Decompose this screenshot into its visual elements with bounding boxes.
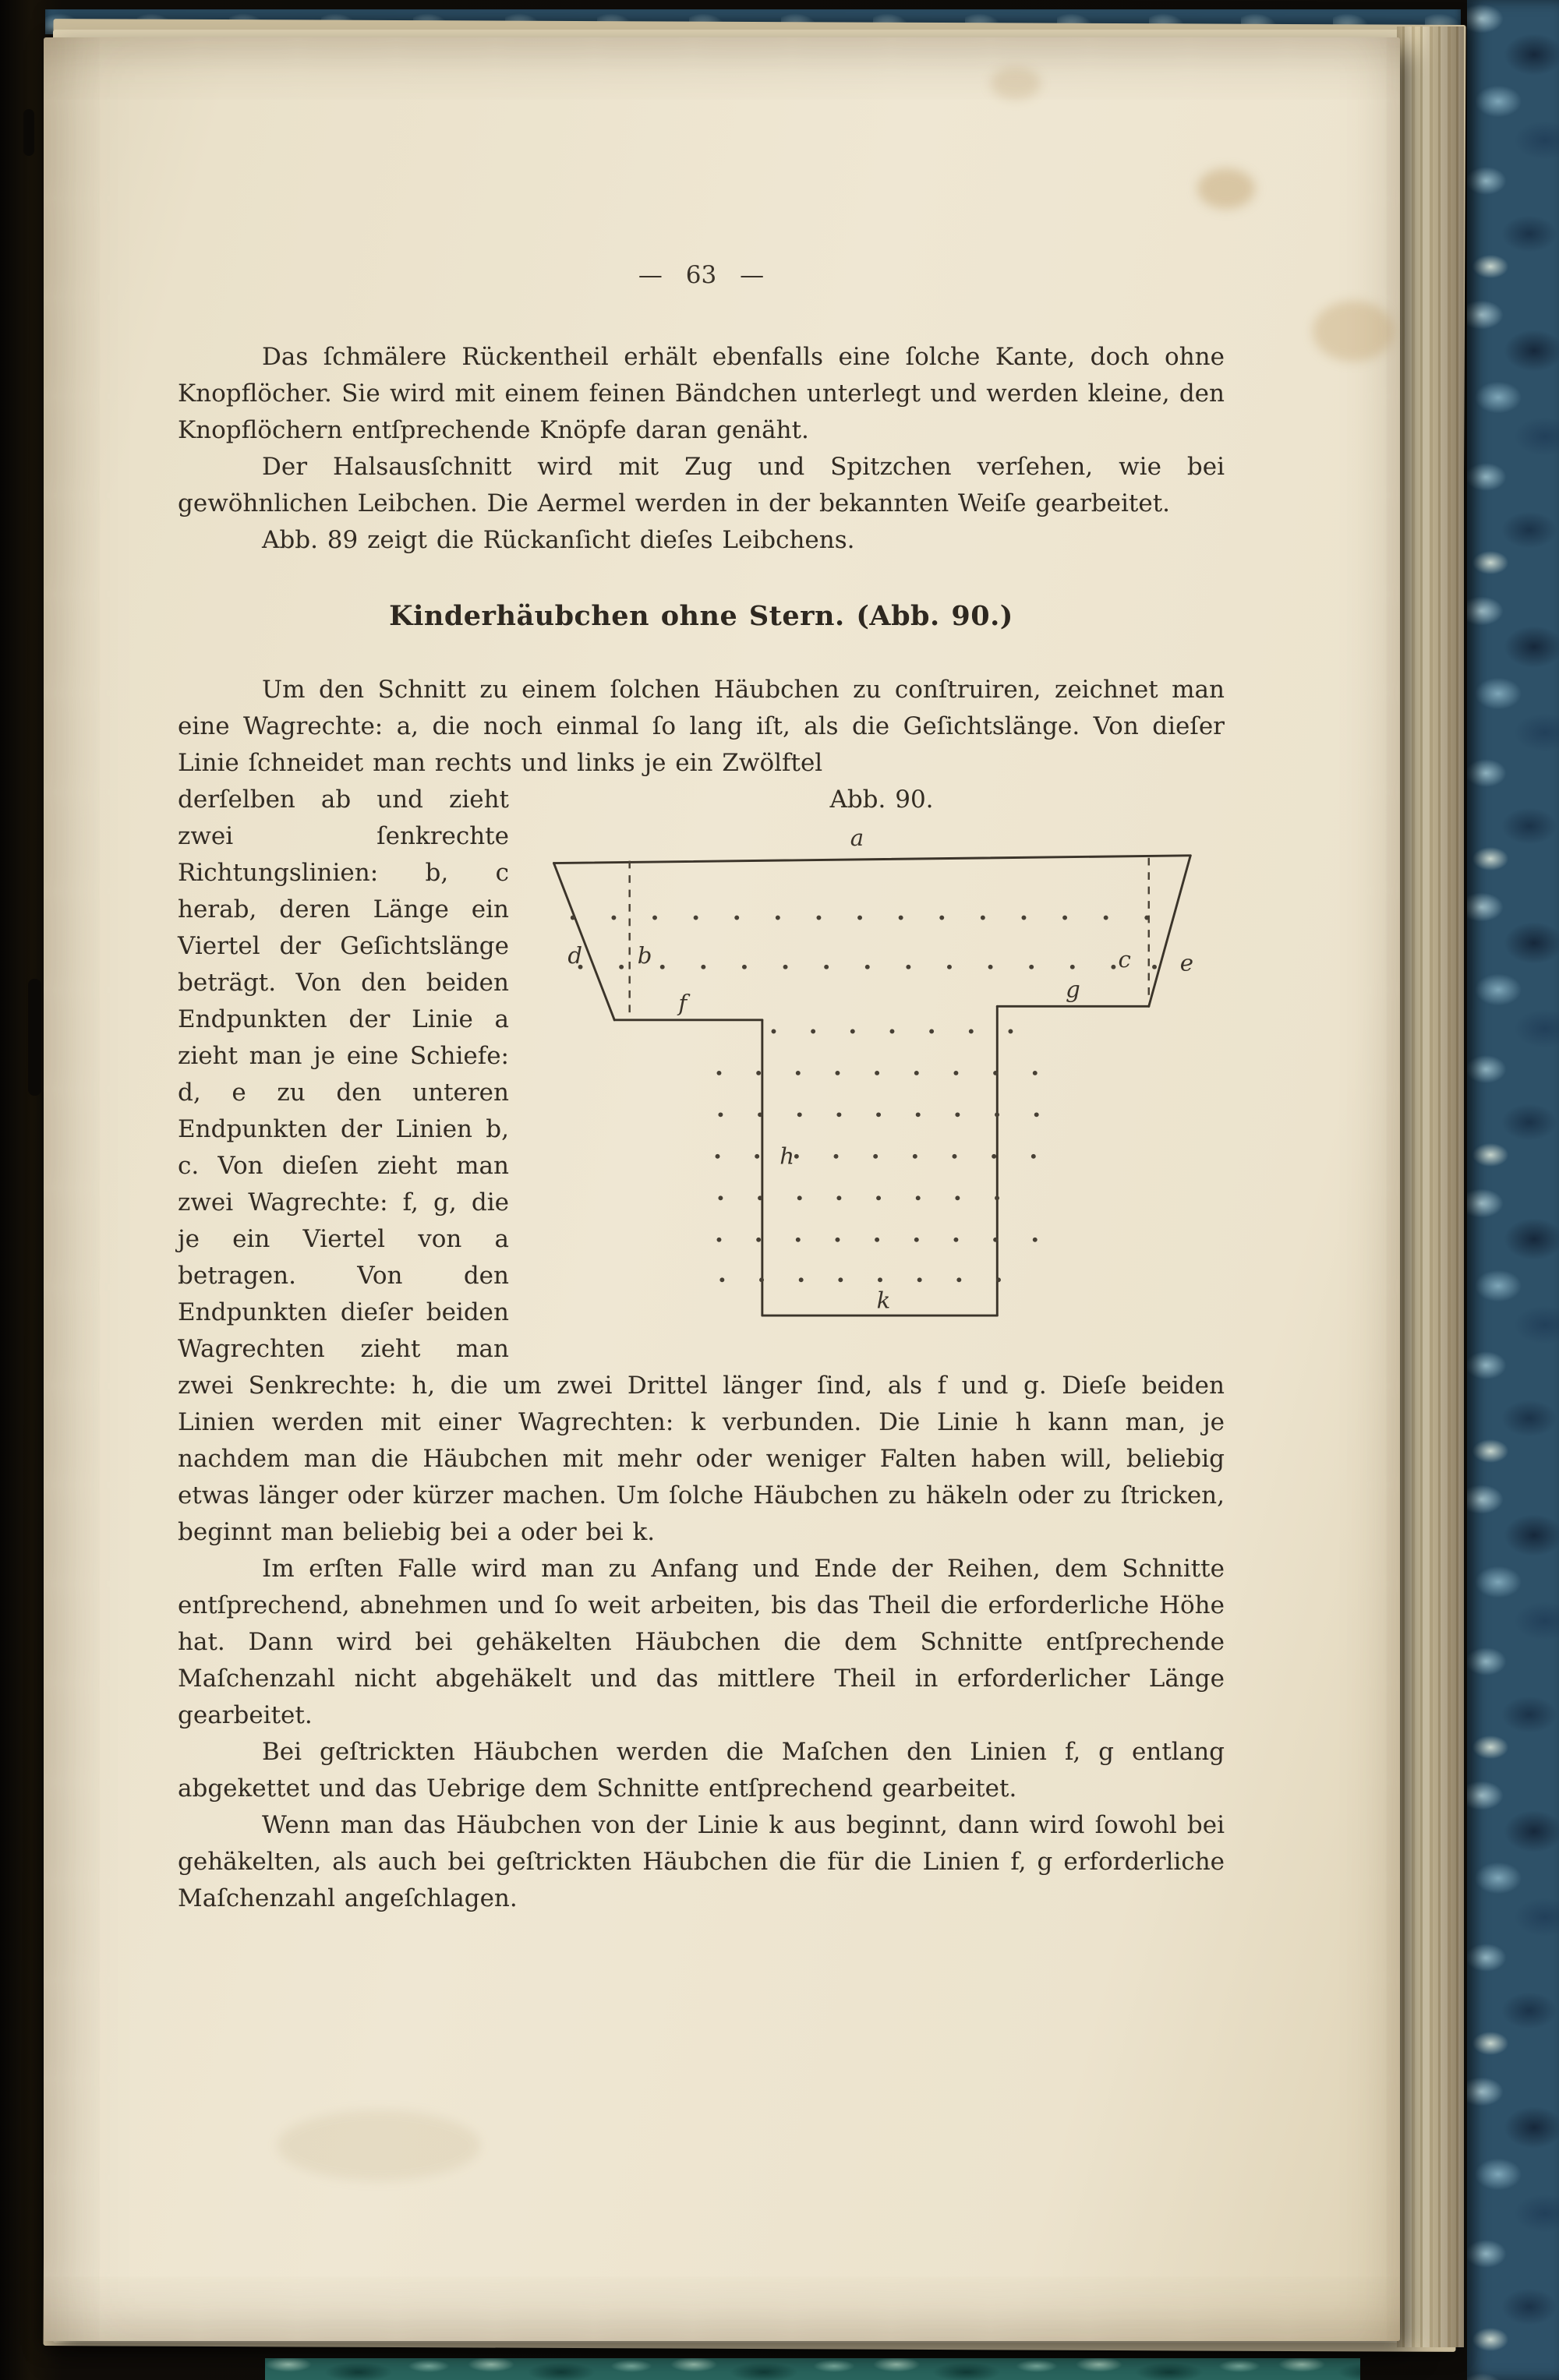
pattern-labels [567, 825, 1193, 1313]
paragraph-4-continued: derſelben ab und zieht zwei ſenkrechte Richtungslinien: b, c herab, deren Länge ein Viertel der Geſichtslänge beträgt. Von den beiden Endpunkten der Linie a zieht man je eine Schiefe: d, e zu den unteren Endpunkten der Linien b, c. Von dieſen zieht man zwei Wagrechte: f, g, die je ein Viertel von a betragen. Von den Endpunkten dieſer beiden Wagrechten zieht man zwei Senkrechte: h, die um zwei Drittel länger ſind, als f und g. Dieſe beiden Linien werden mit einer Wagrechten: k verbunden. Die Linie h kann man, je nachdem man die Häubchen mit mehr oder weniger Falten haben will, beliebig etwas länger oder kürzer machen. Um ſolche Häubchen zu häkeln oder zu ſtricken, beginnt man beliebig bei a oder bei k. [178, 786, 1225, 1546]
fox-stain [991, 67, 1041, 100]
figure-caption: Abb. 90. [829, 786, 934, 814]
page-number: — 63 — [638, 261, 765, 289]
figure-label-b: b [637, 941, 652, 969]
figure-abb-90 [539, 782, 1225, 1346]
marbled-paper-fore-edge [1467, 0, 1559, 2380]
figure-label-d: d [567, 941, 583, 969]
figure-label-c: c [1118, 945, 1131, 973]
figure-label-a: a [850, 825, 864, 852]
paragraph-4-intro: Um den Schnitt zu einem ſolchen Häubchen zu conſtruiren, zeichnet man eine Wagrechte: a, die noch einmal ſo lang iſt, als die Geſichtslänge. Von dieſer Linie ſchneidet man rechts und links je ein Zwölftel [178, 676, 1225, 777]
figure-label-f: f [678, 990, 688, 1017]
figure-label-k: k [876, 1287, 891, 1314]
binding-mark [28, 979, 41, 1096]
paragraph-6: Bei geſtrickten Häubchen werden die Maſchen den Linien f, g entlang abgekettet und das Uebrige dem Schnitte entſprechend gearbeitet. [178, 1738, 1225, 1803]
binding-mark [23, 109, 34, 156]
paragraph-7: Wenn man das Häubchen von der Linie k aus beginnt, dann wird ſowohl bei gehäkelten, als auch bei geſtrickten Häubchen die für die Linien f, g erforderliche Maſchenzahl angeſchlagen. [178, 1811, 1225, 1912]
paragraph-2: Der Halsausſchnitt wird mit Zug und Spitzchen verſehen, wie bei gewöhnlichen Leibchen. Die Aermel werden in der bekannten Weiſe gearbeitet. [178, 453, 1225, 517]
paragraph-1: Das ſchmälere Rückentheil erhält ebenfalls eine ſolche Kante, doch ohne Knopflöcher. Sie wird mit einem feinen Bändchen unterlegt und werden kleine, den Knopflöchern entſprechende Knöpfe daran genäht. [178, 343, 1225, 444]
fox-stain [1197, 168, 1255, 209]
fox-stain [278, 2110, 480, 2180]
figure-label-g: g [1066, 976, 1080, 1003]
marbled-cover-edge-bottom [265, 2358, 1360, 2380]
pattern-diagram [539, 823, 1225, 1346]
book-page [44, 37, 1400, 2341]
figure-text-wrap [178, 782, 1225, 1551]
paragraph-3: Abb. 89 zeigt die Rückanſicht dieſes Leibchens. [262, 526, 855, 554]
figure-label-h: h [780, 1142, 794, 1170]
page-stack-edge [1397, 26, 1464, 2347]
section-heading: Kinderhäubchen ohne Stern. (Abb. 90.) [389, 600, 1013, 632]
paragraph-5: Im erſten Falle wird man zu Anfang und Ende der Reihen, dem Schnitte entſprechend, abnehmen und ſo weit arbeiten, bis das Theil die erforderliche Höhe hat. Dann wird bei gehäkelten Häubchen die dem Schnitte entſprechende Maſchenzahl nicht abgehäkelt und das mittlere Theil in erforderlicher Länge gearbeitet. [178, 1555, 1225, 1729]
figure-label-e: e [1179, 949, 1194, 976]
dot-pattern [573, 918, 1179, 1280]
fox-stain [1313, 301, 1394, 362]
pattern-outline [553, 856, 1190, 1315]
